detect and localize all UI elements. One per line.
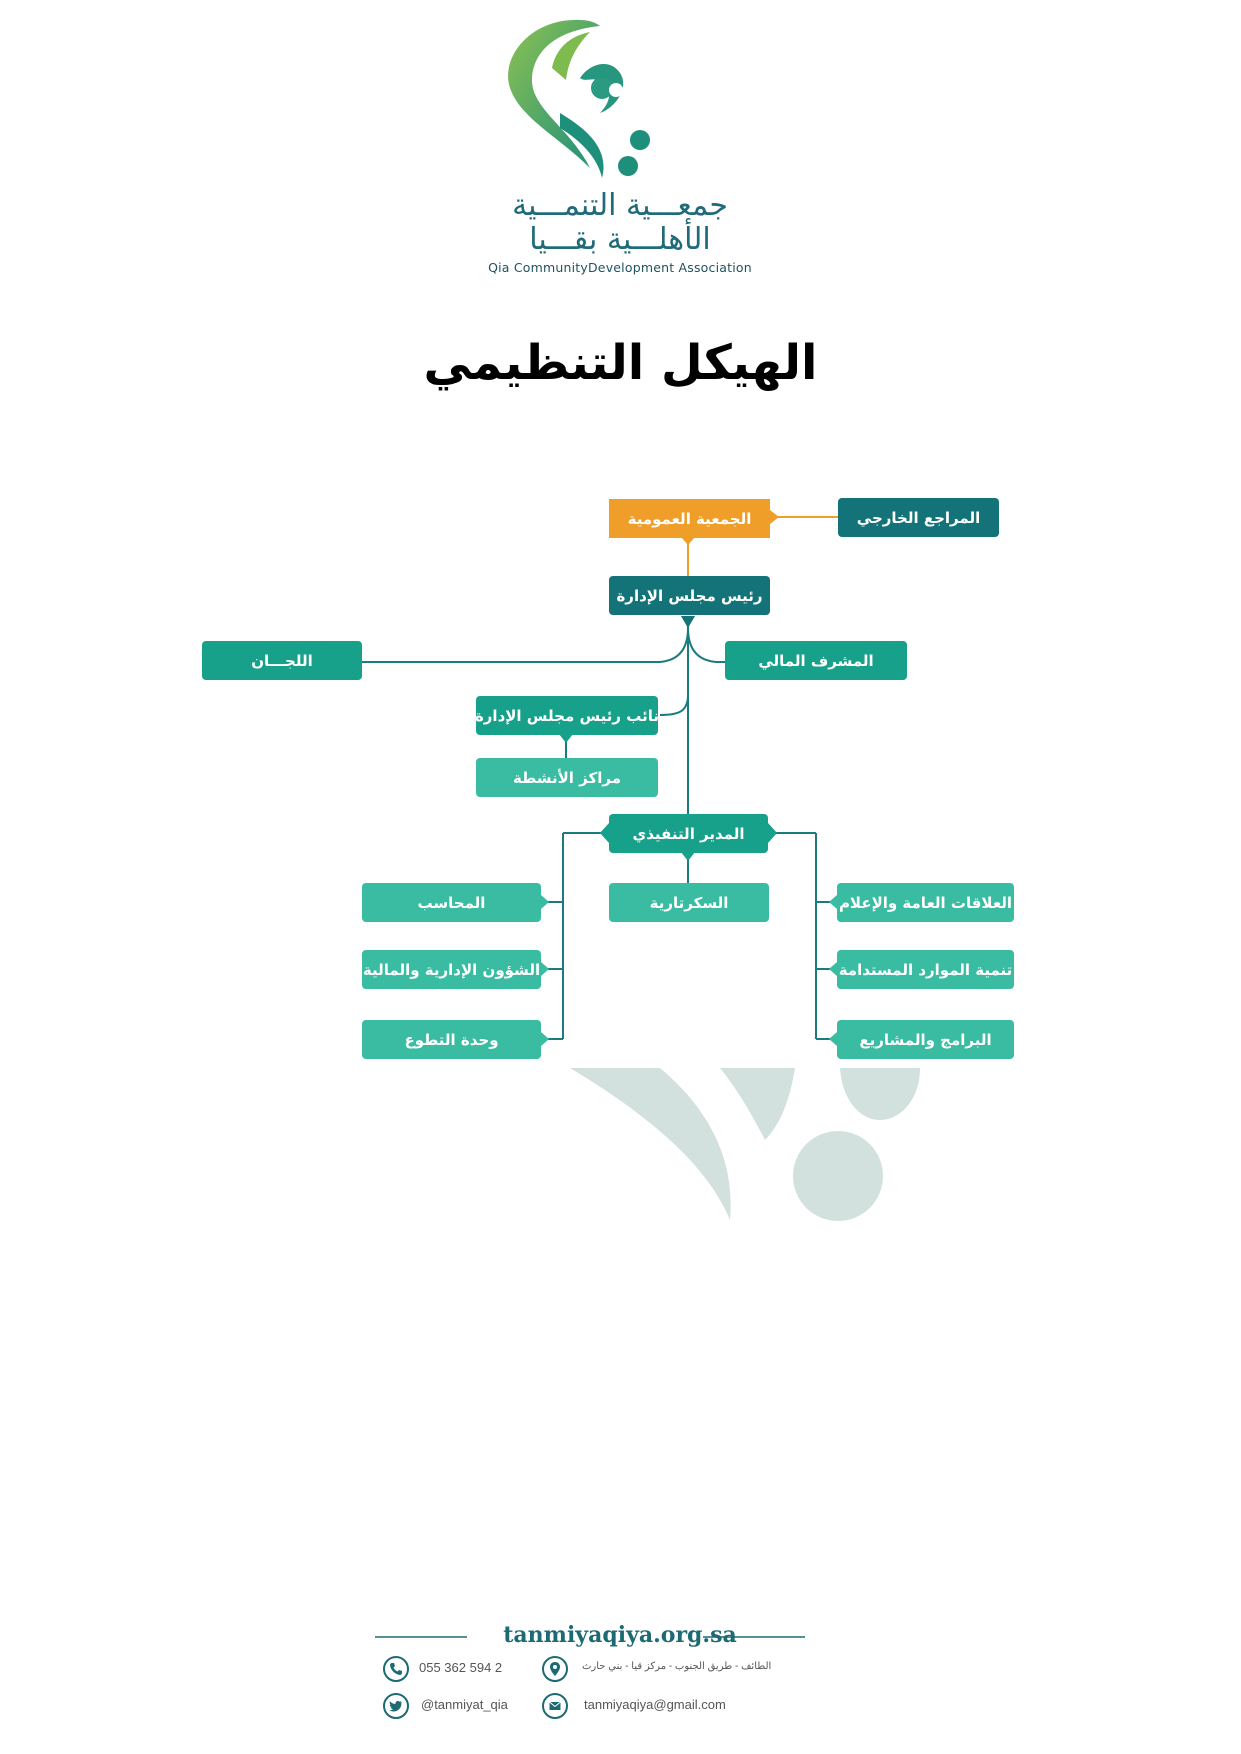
box-secretariat: السكرتارية [609,883,769,922]
footer-twitter-handle[interactable]: @tanmiyat_qia [421,1697,508,1712]
footer-phone: 055 362 594 2 [419,1660,503,1675]
box-programs-projects: البرامج والمشاريع [837,1020,1014,1059]
box-activity-centers: مراكز الأنشطة [476,758,658,797]
box-admin-finance: الشؤون الإدارية والمالية [362,950,541,989]
phone-icon [383,1656,409,1682]
footer-email[interactable]: tanmiyaqiya@gmail.com [584,1697,726,1712]
box-general-assembly: الجمعية العمومية [609,499,770,538]
footer-address: الطائف - طريق الجنوب - مركز قيا - بني حارث [582,1661,772,1672]
box-accountant: المحاسب [362,883,541,922]
email-icon [542,1693,568,1719]
page-title: الهيكل التنظيمي [423,335,818,391]
box-board-chairman: رئيس مجلس الإدارة [609,576,770,615]
box-financial-supervisor: المشرف المالي [725,641,907,680]
box-volunteer-unit: وحدة التطوع [362,1020,541,1059]
box-vice-chairman: نائب رئيس مجلس الإدارة [476,696,658,735]
logo-english-name: Qia CommunityDevelopment Association [488,260,752,275]
footer-website-link[interactable]: tanmiyaqiya.org.sa [503,1622,737,1648]
twitter-icon [383,1693,409,1719]
box-committees: اللجـــان [202,641,362,680]
box-external-auditor: المراجع الخارجي [838,498,999,537]
logo-arabic-line-2: الأهلـــية بقـــيا [529,222,711,257]
box-public-relations: العلاقات العامة والإعلام [837,883,1014,922]
logo-arabic-line-1: جمعـــية التنمـــية [512,188,728,223]
box-sustainable-resources: تنمية الموارد المستدامة [837,950,1014,989]
box-executive-director: المدير التنفيذي [609,814,768,853]
location-pin-icon [542,1656,568,1682]
